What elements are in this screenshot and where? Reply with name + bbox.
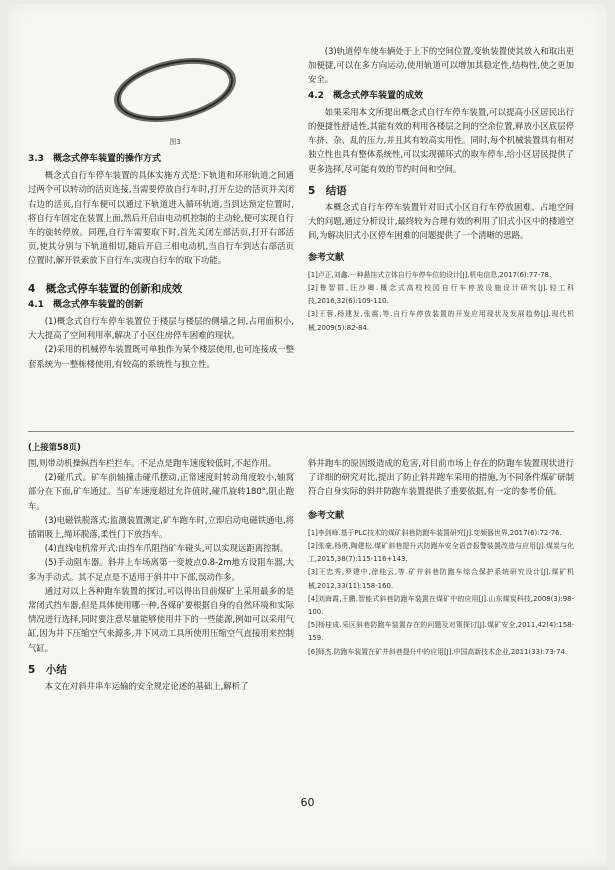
list-item-3: (3)电磁铁脱落式:监测装置测定,矿车跑车时,立即启动电磁铁通电,将插销吸上,绳环脱落,柔性门下放挡车。 [28, 514, 294, 540]
section-4-2-paragraph: 如果采用本文所提出概念式自行车停车装置,可以提高小区居民出行的便捷性舒适性,其能有效的利用各楼层之间的空余位置,释放小区底层停车挤、杂、乱的压力,并且其有较高实用性。同时,每个机械装置具有相对独立性也具有整体系统性,可以实现循环式的取车停车,给小区居民提供了更多选择,尽可能有效的节约时间和空间。 [308, 106, 574, 174]
reference-item: [5]杨桂成.采区斜巷防跑车装置存在的问题及对策探讨[J].煤矿安全,2011,42(4):158-159. [308, 621, 574, 643]
figure-caption: 图3 [169, 138, 181, 146]
section-5-heading: 5 结语 [308, 184, 347, 197]
section-3-3-heading: 3.3 概念式停车装置的操作方式 [28, 154, 161, 164]
references-title: 参考文献 [308, 510, 345, 521]
section-4-2-heading: 4.2 概念式停车装置的成效 [308, 90, 423, 101]
reference-item: [2]鲁智群,汪沙卿.概念式高校校园自行车停放设施设计研究[J].轻工科技,2016,32(6):109-110. [308, 284, 574, 306]
section-5-paragraph: 本概念式自行车停车装置针对旧式小区自行车停放困难、占地空间大的问题,通过分析设计,最终较为合理有效的利用了旧式小区中的楼道空间,为解决旧式小区停车困难的问题提供了一个清晰的思路。 [308, 202, 574, 241]
reference-item: [6]师杰.防跑车装置在矿井斜巷提升中的应用[J].中国高新技术企业,2011(33):73-74. [308, 647, 568, 656]
list-item-4: (4)直线电机常开式:由挡车爪阻挡矿车碰头,可以实现远距离控制。 [44, 543, 289, 554]
lead-paragraph: 围,则带动机操纵挡车栏拦车。不足点是跑车速度较低时,不起作用。 [28, 458, 277, 468]
page-number: 60 [300, 796, 315, 809]
summary-paragraph: 通过对以上各种跑车装置的探讨,可以得出目前煤矿上采用最多的是常闭式挡车器,但是具体使用哪一种,各煤矿要根据自身的自然环境和实际情况进行选择,同时要注意尽量能够使用井下的一些能源,例如可以采用气缸,因为井下压缩空气来源多,井下风动工具所使用压缩空气直接用来控制气缸。 [28, 585, 294, 653]
conclusion-heading: 5 小结 [28, 663, 67, 676]
list-item-2: (2)碰爪式。矿车前轴撞击碰爪摆动,正常速度时转动角度较小,轴窝部分在下面,矿车通过。当矿车速度超过允许值时,碰爪旋转180°,阻止跑车。 [28, 472, 294, 511]
reference-item: [4]刘海霞,王鹏.智能式斜巷防跑车装置在煤矿中的应用[J].山东煤炭科技,2008(3):98-100. [308, 594, 574, 617]
reference-item: [1]李剑峰.基于PLC技术的煤矿斜巷防跑车装置研究[J].变频器世界,2017(6):72-76. [308, 528, 562, 537]
conclusion-paragraph: 本文在对斜井串车运输的安全规定论述的基础上,解析了 [44, 681, 249, 692]
right-paragraph: 斜井跑车的原因级造成的危害,对目前市场上存在的防跑车装置现状进行了详细的研究对比,提出了防止斜井跑车采用的措施,为不同条件煤矿研制符合自身实际的斜井防跑车装置提供了重要依据,有一定的参考价值。 [308, 458, 574, 497]
continued-from-label: (上接第58页) [28, 442, 81, 452]
top-left-column [28, 150, 294, 371]
top-right-column [308, 44, 574, 335]
section-4-1-heading: 4.1 概念式停车装置的创新 [28, 299, 143, 310]
section-4-heading: 4 概念式停车装置的创新和成效 [28, 282, 183, 295]
section-4-1-item-2: (2)采用的机械停车装置既可单独作为某个楼层使用,也可连接成一整套系统为一整栋楼使用,有较高的系统性与独立性。 [28, 344, 294, 369]
list-item-5: (5)手动阻车器。斜井上车场离第一变坡点0.8-2m地方设阻车器,大多为手动式。其不足点是不适用于斜井中下部,误动作多。 [28, 557, 294, 582]
section-4-1-item-1: (1)概念式自行车停车装置位于楼层与楼层的侧墙之间,占用面积小,大大提高了空间利用率,解决了小区住房停车困难的现状。 [28, 316, 294, 341]
references-title: 参考文献 [308, 252, 345, 263]
figure-oval-track [100, 48, 250, 150]
bottom-right-column [308, 456, 574, 659]
bottom-left-column [28, 456, 294, 693]
reference-item: [3]王蓉,杨建发,张震,等.自行车停放装置的开发应用现状及发展趋势[J].现代机械,2009(5):82-84. [308, 310, 574, 332]
section-divider [28, 431, 574, 432]
reference-item: [1]卢正,刘鑫.一种悬挂式立体自行车停车位的设计[J].机电信息,2017(6):77-78. [308, 270, 552, 279]
section-4-1-item-3: (3)轨道停车使车辆处于上下的空间位置,变轨装置使其放入和取出更加便捷,可以在多方向运动,使用轨道可以增加其稳定性,结构性,使之更加安全。 [308, 46, 574, 85]
reference-item: [2]张豪,杨勇,陶建松.煤矿斜巷提升式防跑车安全语音报警装置改造与应用[J].煤炭与化工,2015,38(7):115-116+143. [308, 542, 574, 564]
section-3-3-paragraph: 概念式自行车停车装置的具体实施方式是:下轨道和环形轨道之间通过两个可以转动的活页连接,当需要停放自行车时,打开左边的活页并关闭右边的活页,自行车便可以通过下轨道进入循环轨道,当到达预定位置时,将自行车固定在装置上面,然后开启由电动机控制的主动轮,便可实现自行车的旋转停放。同理,自行车需要取下时,首先关闭左部活页,打开右部活页,使其分别与下轨道相切,随后开启三相电动机,当自行车到达右部活页位置时,解开铁索放下自行车,实现自行车的取下功能。 [28, 170, 294, 266]
reference-item: [3]王忠秀,罗建中,徐桂云,等.矿井斜巷防跑车综合保护系统研究设计[J].煤矿机械,2012,33(11):158-160. [308, 568, 574, 590]
